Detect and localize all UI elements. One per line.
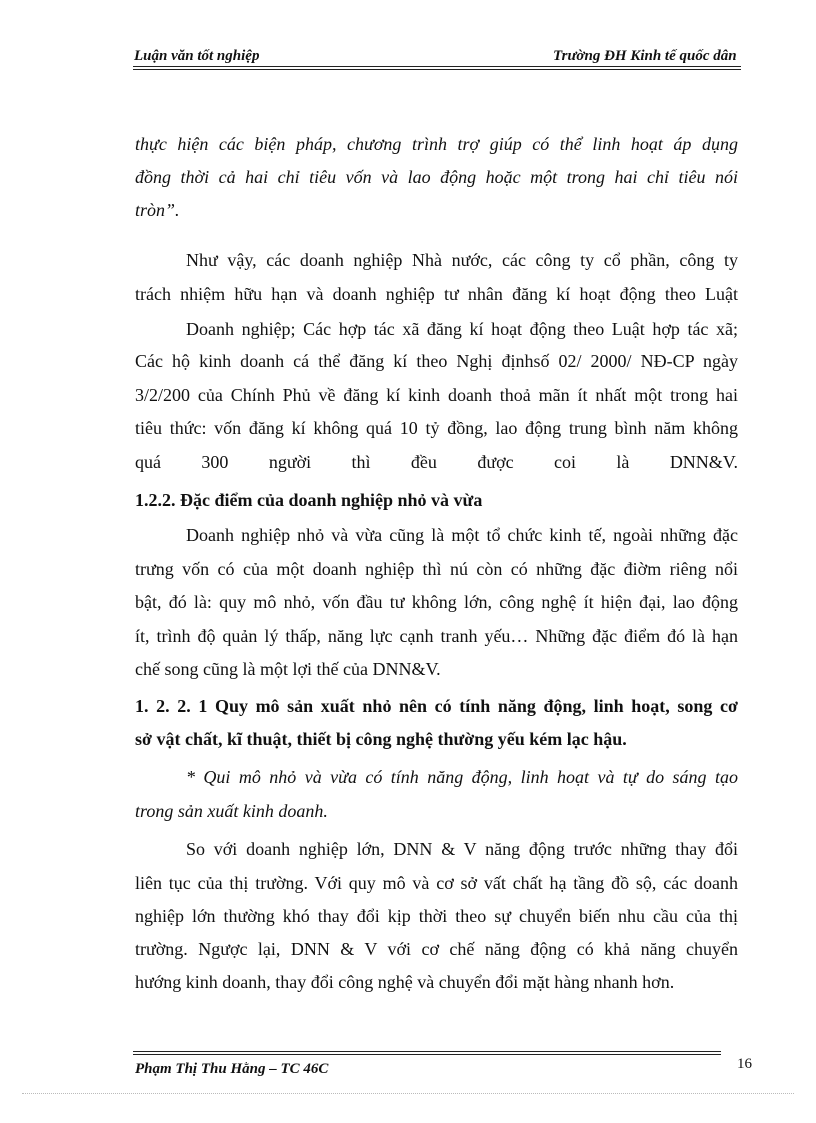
- para1-line-4: Các hộ kinh doanh cá thể đăng kí theo Nghị địnhsố 02/ 2000/ NĐ-CP ngày: [135, 351, 738, 371]
- para1-line-1: Như vậy, các doanh nghiệp Nhà nước, các công ty cổ phần, công ty: [186, 250, 738, 270]
- para3-line-3: nghiệp lớn thường khó thay đổi kịp thời theo sự chuyển biến nhu cầu của thị: [135, 906, 738, 926]
- para1-line-7: [135, 451, 738, 473]
- para1-word: 300: [201, 452, 229, 472]
- header-rule-double: [133, 69, 741, 70]
- para1-word: quá: [135, 452, 161, 472]
- para3-line-2: liên tục của thị trường. Với quy mô và cơ sở vất chất hạ tầng đồ sộ, các doanh: [135, 873, 738, 893]
- para1-line-5: 3/2/200 của Chính Phủ về đăng kí kinh doanh thoả mãn ít nhất một trong hai: [135, 385, 738, 405]
- para1-word: được: [477, 452, 514, 472]
- para1-word: DNN&V.: [669, 452, 738, 472]
- footer-rule-double: [133, 1054, 721, 1055]
- italic-point-line-2: trong sản xuất kinh doanh.: [135, 801, 328, 821]
- footer-rule: [133, 1051, 721, 1052]
- header-left-title: Luận văn tốt nghiệp: [134, 48, 260, 64]
- header-rule: [133, 66, 741, 67]
- para3-line-4: trường. Ngược lại, DNN & V với cơ chế năng động có khả năng chuyển: [135, 939, 738, 959]
- para3-line-1: So với doanh nghiệp lớn, DNN & V năng động trước những thay đổi: [186, 839, 738, 859]
- page-bottom-divider: [22, 1093, 794, 1094]
- para2-line-3: bật, đó là: quy mô nhỏ, vốn đầu tư không lớn, công nghệ ít hiện đại, lao động: [135, 592, 738, 612]
- italic-point-line-1: * Qui mô nhỏ và vừa có tính năng động, linh hoạt và tự do sáng tạo: [186, 767, 738, 787]
- section-heading-1-2-2-1-line-2: sở vật chất, kĩ thuật, thiết bị công nghệ thường yếu kém lạc hậu.: [135, 729, 627, 749]
- section-heading-1-2-2-1-line-1: 1. 2. 2. 1 Quy mô sản xuất nhỏ nên có tính năng động, linh hoạt, song cơ: [135, 696, 738, 716]
- footer-author: Phạm Thị Thu Hằng – TC 46C: [135, 1061, 329, 1077]
- para1-word: coi: [554, 452, 576, 472]
- para1-line-3: Doanh nghiệp; Các hợp tác xã đăng kí hoạt động theo Luật hợp tác xã;: [186, 319, 738, 339]
- para2-line-2: trưng vốn có của một doanh nghiệp thì nú còn có những đặc điờm riêng nổi: [135, 559, 738, 579]
- quote-line-2: đồng thời cả hai chỉ tiêu vốn và lao động hoặc một trong hai chỉ tiêu nói: [135, 167, 738, 187]
- para1-word: đều: [410, 452, 437, 472]
- para1-word: là: [616, 452, 630, 472]
- para1-word: thì: [351, 452, 371, 472]
- section-heading-1-2-2: 1.2.2. Đặc điểm của doanh nghiệp nhỏ và vừa: [135, 490, 483, 510]
- para1-line-2: trách nhiệm hữu hạn và doanh nghiệp tư nhân đăng kí hoạt động theo Luật: [135, 284, 738, 304]
- page-number: 16: [737, 1056, 752, 1072]
- para2-line-1: Doanh nghiệp nhỏ và vừa cũng là một tổ chức kinh tế, ngoài những đặc: [186, 525, 738, 545]
- para2-line-5: chế song cũng là một lợi thế của DNN&V.: [135, 659, 441, 679]
- para2-line-4: ít, trình độ quản lý thấp, năng lực cạnh tranh yếu… Những đặc điểm đó là hạn: [135, 626, 738, 646]
- quote-line-1: thực hiện các biện pháp, chương trình trợ giúp có thể linh hoạt áp dụng: [135, 134, 738, 154]
- header-right-title: Trường ĐH Kinh tế quốc dân: [553, 48, 737, 64]
- quote-line-3: tròn”.: [135, 200, 180, 220]
- para1-word: người: [268, 452, 312, 472]
- para1-line-6: tiêu thức: vốn đăng kí không quá 10 tỷ đồng, lao động trung bình năm không: [135, 418, 738, 438]
- para3-line-5: hướng kinh doanh, thay đổi công nghệ và chuyển đổi mặt hàng nhanh hơn.: [135, 972, 675, 992]
